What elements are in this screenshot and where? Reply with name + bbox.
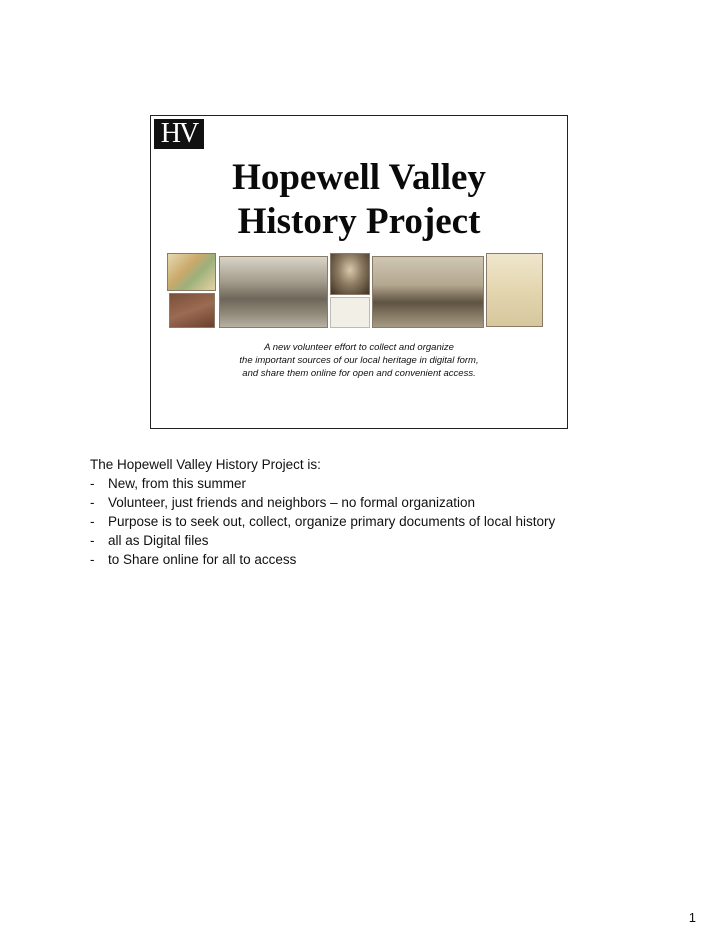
historic-house-image [219, 256, 328, 328]
bullet-dash: - [90, 476, 95, 491]
notes-item-text: all as Digital files [108, 533, 209, 548]
slide-frame [150, 115, 568, 429]
speaker-notes [90, 455, 555, 569]
caption-line-3: and share them online for open and convenient access. [242, 368, 476, 379]
bullet-dash: - [90, 495, 95, 510]
historical-photo-collage [167, 253, 542, 327]
caption-line-1: A new volunteer effort to collect and organize [264, 342, 454, 353]
caption-line-2: the important sources of our local heritage in digital form, [239, 355, 479, 366]
street-scene-image [372, 256, 484, 328]
township-map-image [330, 297, 370, 328]
notes-item [90, 550, 555, 569]
hv-logo: HV [154, 119, 204, 149]
notes-item [90, 474, 555, 493]
notes-item [90, 493, 555, 512]
notes-intro: The Hopewell Valley History Project is: [90, 457, 321, 472]
bullet-dash: - [90, 514, 95, 529]
portrait-image [330, 253, 370, 295]
atlas-cover-image [486, 253, 543, 327]
title-line-1: Hopewell Valley [232, 157, 486, 198]
notes-item-text: New, from this summer [108, 476, 247, 491]
slide-caption [151, 341, 567, 380]
notes-item-text: Purpose is to seek out, collect, organize primary documents of local history [108, 514, 556, 529]
bullet-dash: - [90, 533, 95, 548]
notes-item [90, 512, 555, 531]
page-number: 1 [688, 910, 696, 925]
old-book-image [169, 293, 215, 328]
notes-item [90, 531, 555, 550]
notes-item-text: Volunteer, just friends and neighbors – no formal organization [108, 495, 475, 510]
old-map-image [167, 253, 216, 291]
notes-item-text: to Share online for all to access [108, 552, 297, 567]
slide-title [151, 156, 567, 244]
title-line-2: History Project [237, 201, 481, 242]
bullet-dash: - [90, 552, 95, 567]
